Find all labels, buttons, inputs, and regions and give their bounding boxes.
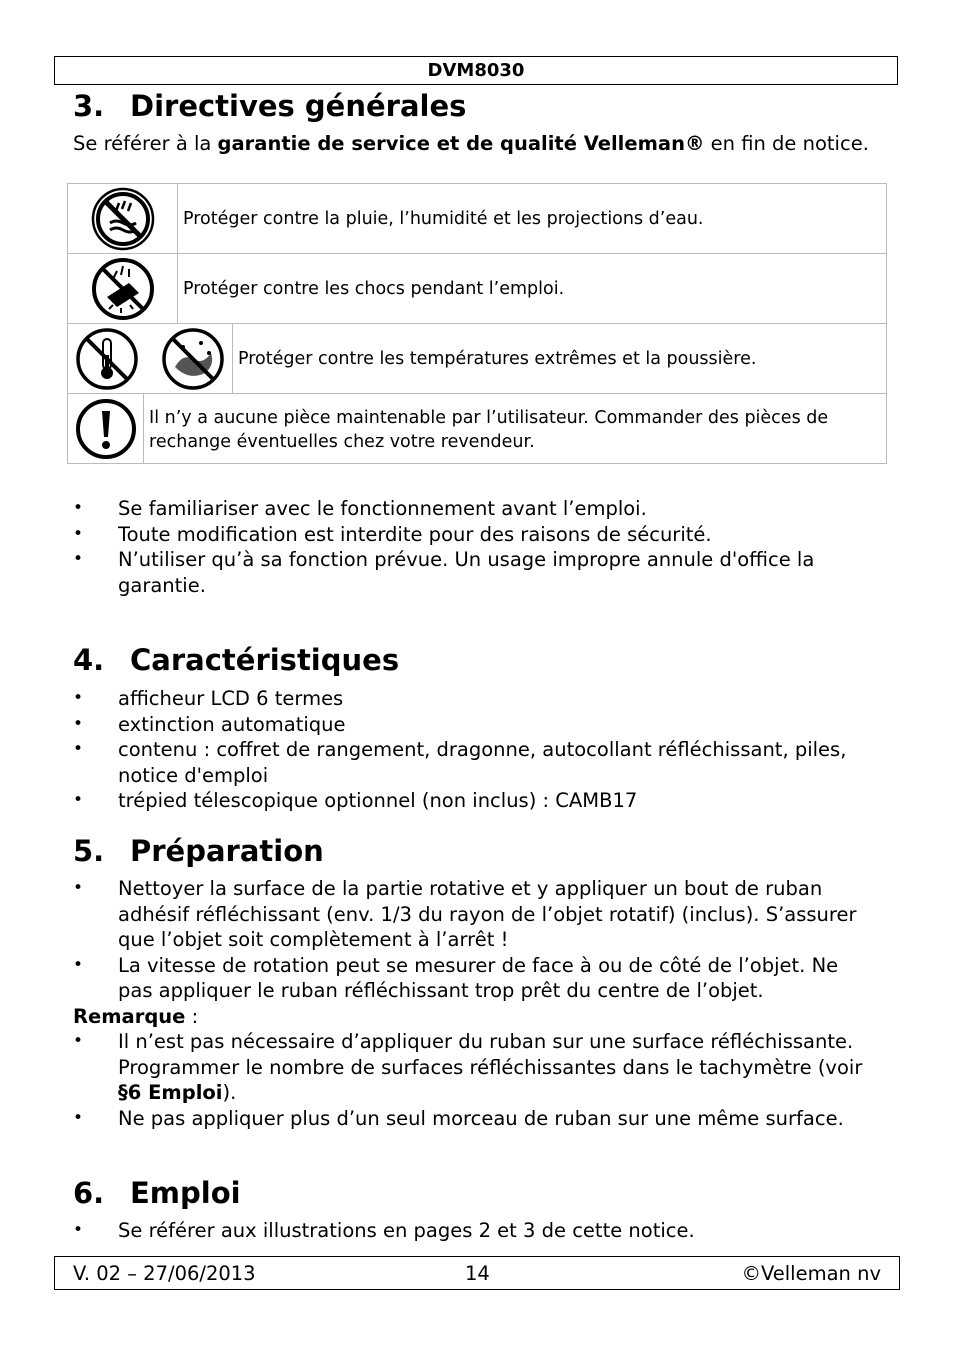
bullet-list: [73, 496, 878, 598]
version-date: V. 02 – 27/06/2013: [73, 1262, 256, 1285]
document-header: [54, 56, 898, 85]
note-list: [73, 1029, 878, 1131]
list-item: • trépied télescopique optionnel (non inclus) : CAMB17: [73, 788, 878, 814]
safety-table: [67, 183, 887, 464]
section-4: [73, 642, 878, 814]
dust-icon: [164, 330, 222, 388]
section-5-heading: [73, 833, 878, 869]
intro-paragraph: [73, 131, 878, 157]
list-item: • Se référer aux illustrations en pages 2 et 3 de cette notice.: [73, 1218, 878, 1244]
section-6: [73, 1175, 878, 1244]
note-label: Remarque: [73, 1004, 186, 1028]
list-item: • extinction automatique: [73, 712, 878, 738]
no-shock-icon: [68, 254, 178, 323]
section-title: Directives générales: [130, 89, 467, 123]
document-footer: [54, 1256, 900, 1290]
table-text: Protéger contre les températures extrêmes et la poussière.: [238, 348, 757, 369]
table-row: [67, 184, 887, 254]
list-item: • La vitesse de rotation peut se mesurer de face à ou de côté de l’objet. Ne pas appliquer le ruban réfléchissant trop prêt du centre de l’objet.: [73, 953, 878, 1004]
table-row: [67, 254, 887, 324]
note-text-end: ).: [222, 1081, 237, 1104]
section-number: 3.: [73, 89, 105, 123]
no-temperature-dust-icon: [68, 324, 233, 393]
bullet-list: [73, 686, 878, 814]
section-6-heading: [73, 1175, 878, 1211]
section-title: Emploi: [130, 1176, 241, 1210]
bullet-list: [73, 1218, 878, 1244]
table-row: [67, 324, 887, 394]
note-text: Il n’est pas nécessaire d’appliquer du ruban sur une surface réfléchissante. Programmer le nombre de surfaces réfléchissantes dans le tachymètre (voir: [118, 1030, 863, 1079]
section-number: 6.: [73, 1176, 105, 1210]
list-item: • Se familiariser avec le fonctionnement avant l’emploi.: [73, 496, 878, 522]
section-number: 5.: [73, 834, 105, 868]
list-item: • Nettoyer la surface de la partie rotative et y appliquer un bout de ruban adhésif réfléchissant (env. 1/3 du rayon de l’objet rotatif) (inclus). S’assurer que l’objet soit complètement à l’arrêt !: [73, 876, 878, 953]
list-item: • afficheur LCD 6 termes: [73, 686, 878, 712]
list-item: • contenu : coffret de rangement, dragonne, autocollant réfléchissant, piles, notice d'emploi: [73, 737, 878, 788]
list-item: • Ne pas appliquer plus d’un seul morceau de ruban sur une même surface.: [73, 1106, 878, 1132]
cross-reference: §6 Emploi: [118, 1081, 223, 1104]
list-item: • N’utiliser qu’à sa fonction prévue. Un usage impropre annule d'office la garantie.: [73, 547, 878, 598]
note-colon: :: [185, 1004, 199, 1028]
no-rain-icon: [68, 184, 178, 253]
table-text: Protéger contre la pluie, l’humidité et les projections d’eau.: [183, 208, 704, 229]
section-5: [73, 833, 878, 1131]
section-3-bullets: [73, 496, 878, 598]
section-title: Préparation: [130, 834, 324, 868]
section-title: Caractéristiques: [130, 643, 400, 677]
intro-bold: garantie de service et de qualité Velleman®: [217, 132, 705, 155]
section-3-heading: [73, 88, 878, 124]
thermometer-icon: [78, 330, 136, 388]
intro-text-end: en fin de notice.: [704, 132, 869, 155]
list-item: [73, 1029, 878, 1106]
section-3-top: [73, 88, 878, 157]
bullet-list: [73, 876, 878, 1004]
model-number: DVM8030: [427, 60, 525, 81]
section-number: 4.: [73, 643, 105, 677]
list-item: • Toute modification est interdite pour des raisons de sécurité.: [73, 522, 878, 548]
note-line: [73, 1004, 878, 1030]
intro-text: Se référer à la: [73, 132, 218, 155]
section-4-heading: [73, 642, 878, 678]
table-text: Il n’y a aucune pièce maintenable par l’utilisateur. Commander des pièces de rechange éventuelles chez votre revendeur.: [149, 407, 829, 452]
page-number: 14: [465, 1262, 490, 1285]
table-row: [67, 394, 887, 464]
copyright: ©Velleman nv: [741, 1262, 881, 1285]
warning-exclamation-icon: [68, 394, 144, 463]
table-text: Protéger contre les chocs pendant l’emploi.: [183, 278, 565, 299]
